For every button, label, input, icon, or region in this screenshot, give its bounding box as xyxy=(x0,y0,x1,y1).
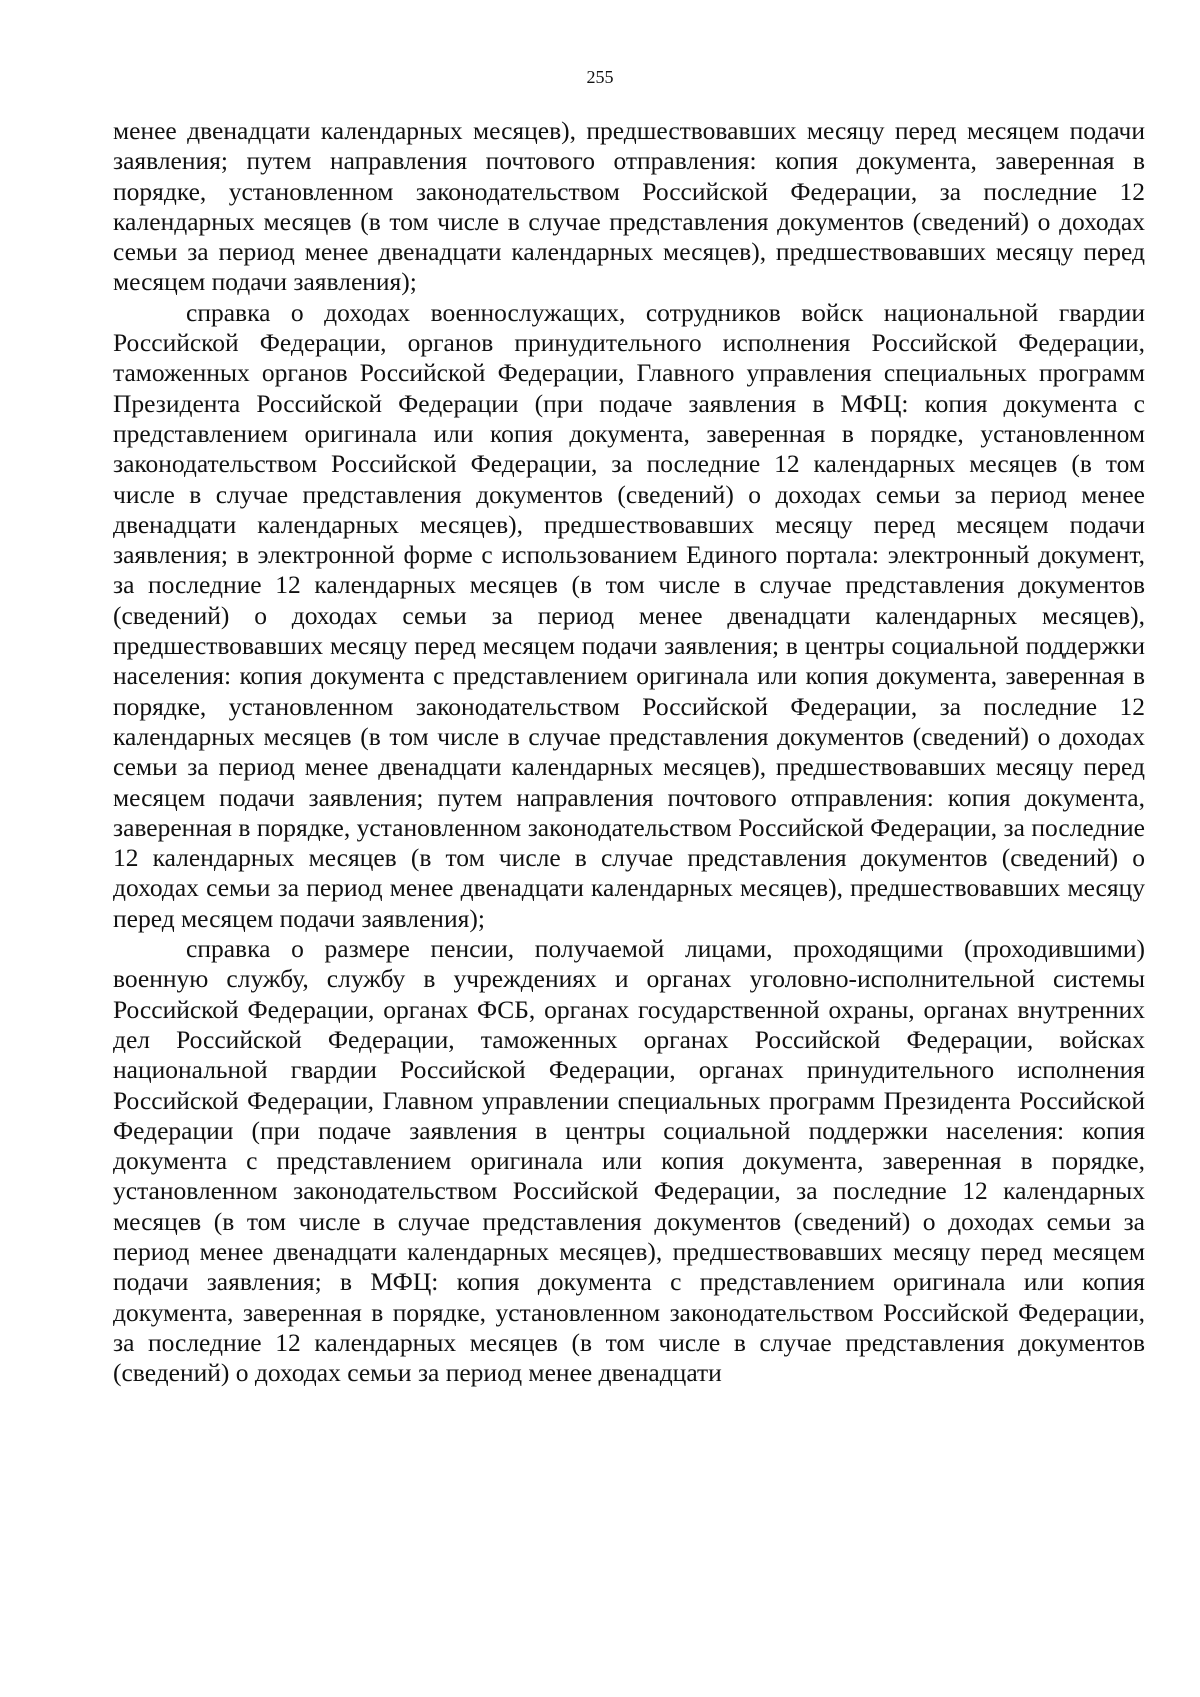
paragraph-pension-certificate: справка о размере пенсии, получаемой лицами, проходящими (проходившими) военную службу, службу в учреждениях и органах уголовно-исполнительной системы Российской Федерации, органах ФСБ, органах государственной охраны, органах внутренних дел Российской Федерации, таможенных органах Российской Федерации, войсках национальной гвардии Российской Федерации, органах принудительного исполнения Российской Федерации, Главном управлении специальных программ Президента Российской Федерации (при подаче заявления в центры социальной поддержки населения: копия документа с представлением оригинала или копия документа, заверенная в порядке, установленном законодательством Российской Федерации, за последние 12 календарных месяцев (в том числе в случае представления документов (сведений) о доходах семьи за период менее двенадцати календарных месяцев), предшествовавших месяцу перед месяцем подачи заявления; в МФЦ: копия документа с представлением оригинала или копия документа, заверенная в порядке, установленном законодательством Российской Федерации, за последние 12 календарных месяцев (в том числе в случае представления документов (сведений) о доходах семьи за период менее двенадцати xyxy=(113,934,1145,1388)
paragraph-income-certificate-military: справка о доходах военнослужащих, сотрудников войск национальной гвардии Российской Федерации, органов принудительного исполнения Российской Федерации, таможенных органов Российской Федерации, Главного управления специальных программ Президента Российской Федерации (при подаче заявления в МФЦ: копия документа с представлением оригинала или копия документа, заверенная в порядке, установленном законодательством Российской Федерации, за последние 12 календарных месяцев (в том числе в случае представления документов (сведений) о доходах семьи за период менее двенадцати календарных месяцев), предшествовавших месяцу перед месяцем подачи заявления; в электронной форме с использованием Единого портала: электронный документ, за последние 12 календарных месяцев (в том числе в случае представления документов (сведений) о доходах семьи за период менее двенадцати календарных месяцев), предшествовавших месяцу перед месяцем подачи заявления; в центры социальной поддержки населения: копия документа с представлением оригинала или копия документа, заверенная в порядке, установленном законодательством Российской Федерации, за последние 12 календарных месяцев (в том числе в случае представления документов (сведений) о доходах семьи за период менее двенадцати календарных месяцев), предшествовавших месяцу перед месяцем подачи заявления; путем направления почтового отправления: копия документа, заверенная в порядке, установленном законодательством Российской Федерации, за последние 12 календарных месяцев (в том числе в случае представления документов (сведений) о доходах семьи за период менее двенадцати календарных месяцев), предшествовавших месяцу перед месяцем подачи заявления); xyxy=(113,297,1145,933)
paragraph-continuation: менее двенадцати календарных месяцев), предшествовавших месяцу перед месяцем подачи заявления; путем направления почтового отправления: копия документа, заверенная в порядке, установленном законодательством Российской Федерации, за последние 12 календарных месяцев (в том числе в случае представления документов (сведений) о доходах семьи за период менее двенадцати календарных месяцев), предшествовавших месяцу перед месяцем подачи заявления); xyxy=(113,116,1145,297)
page-number: 255 xyxy=(586,67,614,87)
document-body xyxy=(113,116,1145,1388)
